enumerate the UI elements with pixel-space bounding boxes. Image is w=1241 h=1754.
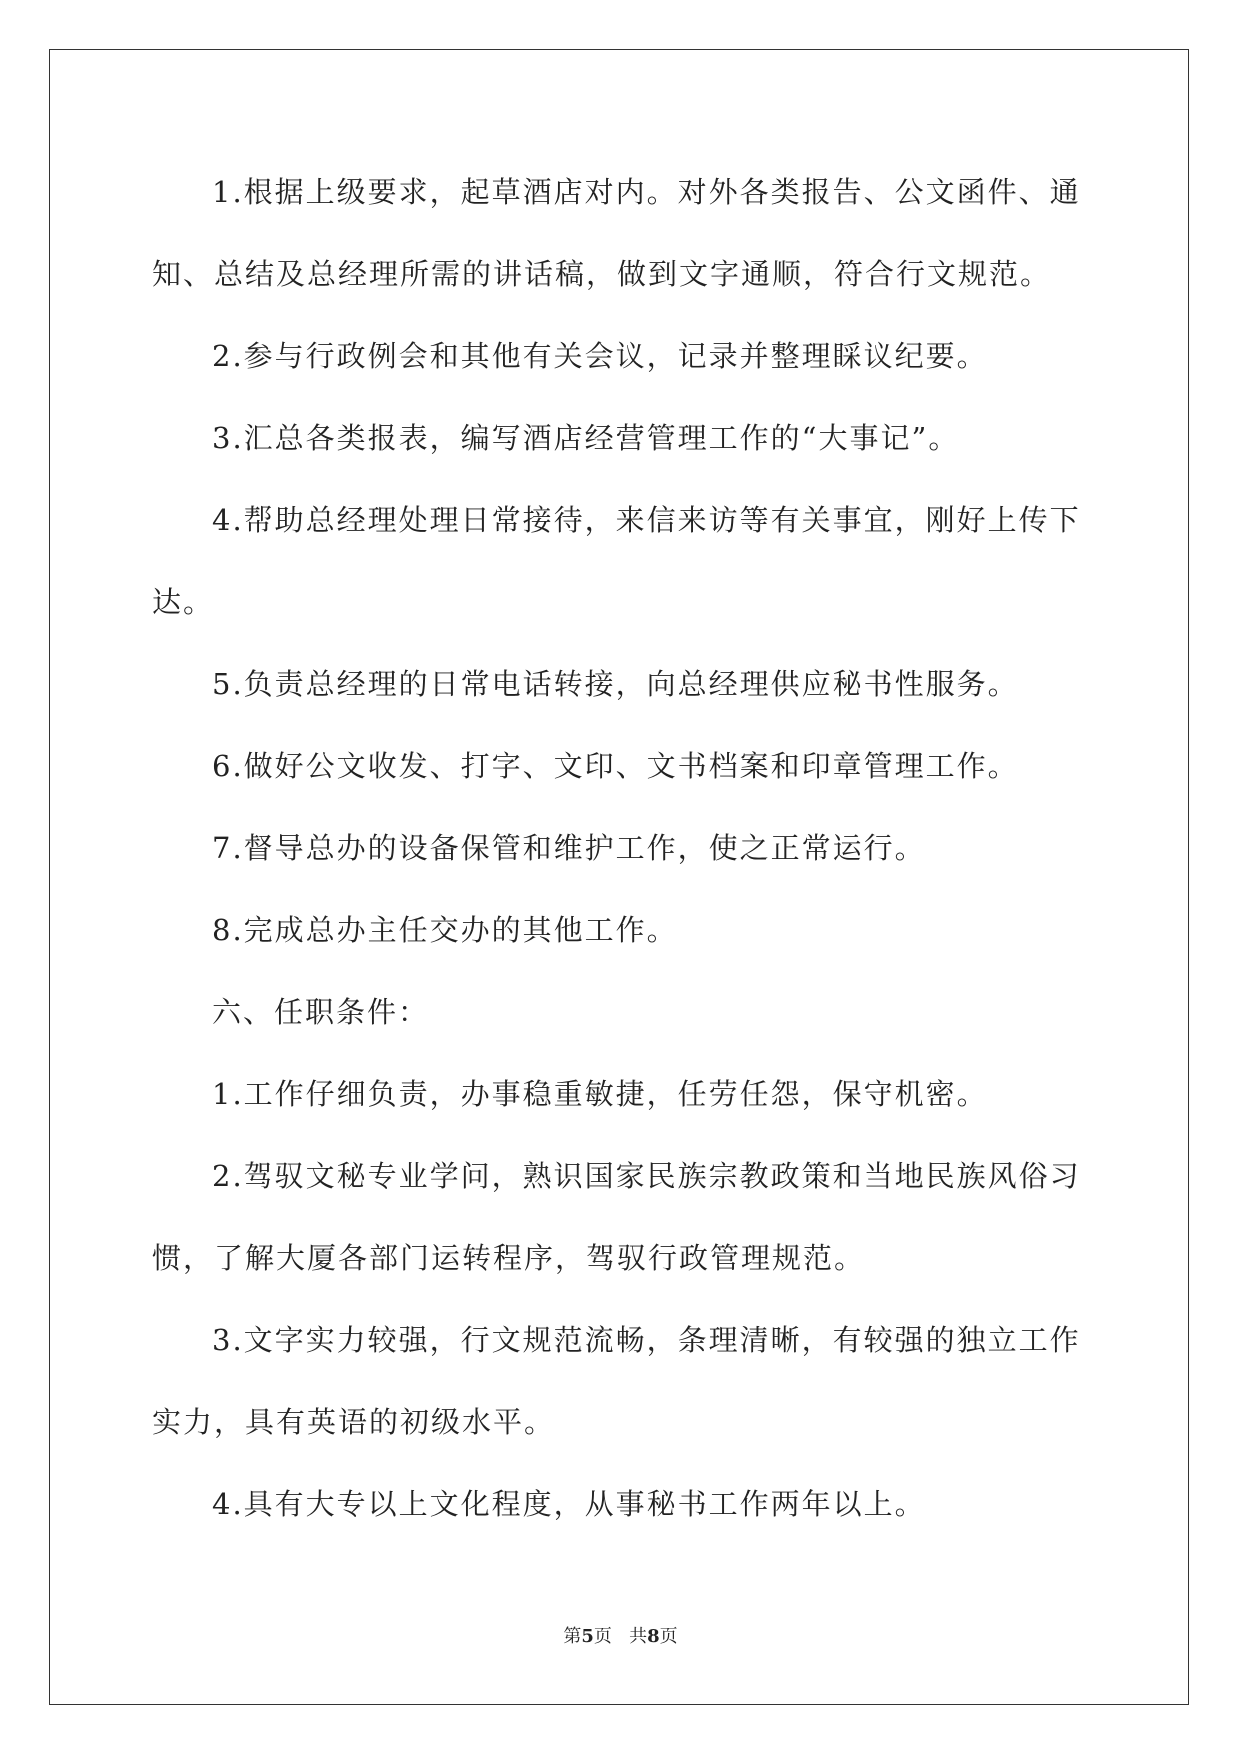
text-line: 4.具有大专以上文化程度，从事秘书工作两年以上。	[212, 1487, 926, 1521]
text-line: 2.驾驭文秘专业学问，熟识国家民族宗教政策和当地民族风俗习	[212, 1159, 1081, 1193]
text-line: 5.负责总经理的日常电话转接，向总经理供应秘书性服务。	[212, 667, 1019, 701]
total-pages: 8	[647, 1626, 660, 1647]
text-line: 达。	[152, 585, 215, 619]
text-line: 6.做好公文收发、打字、文印、文书档案和印章管理工作。	[212, 749, 1019, 783]
text-line: 实力，具有英语的初级水平。	[152, 1405, 556, 1439]
text-line: 3.汇总各类报表，编写酒店经营管理工作的“大事记”。	[212, 421, 960, 455]
page-number: 5	[581, 1626, 594, 1647]
page-suffix: 页	[593, 1626, 612, 1647]
text-line: 1.工作仔细负责，办事稳重敏捷，任劳任怨，保守机密。	[212, 1077, 988, 1111]
text-line: 六、任职条件：	[212, 995, 430, 1029]
text-line: 3.文字实力较强，行文规范流畅，条理清晰，有较强的独立工作	[212, 1323, 1081, 1357]
document-body	[152, 158, 1092, 1552]
text-line: 惯，了解大厦各部门运转程序，驾驭行政管理规范。	[152, 1241, 866, 1275]
text-line: 2.参与行政例会和其他有关会议，记录并整理睬议纪要。	[212, 339, 988, 373]
total-prefix: 共	[629, 1626, 648, 1647]
text-line: 8.完成总办主任交办的其他工作。	[212, 913, 678, 947]
text-line: 知、总结及总经理所需的讲话稿，做到文字通顺，符合行文规范。	[152, 257, 1052, 291]
page-footer	[0, 1622, 1241, 1648]
text-line: 7.督导总办的设备保管和维护工作，使之正常运行。	[212, 831, 926, 865]
text-line: 4.帮助总经理处理日常接待，来信来访等有关事宜，刚好上传下	[212, 503, 1081, 537]
page-prefix: 第	[563, 1626, 582, 1647]
text-line: 1.根据上级要求，起草酒店对内。对外各类报告、公文函件、通	[212, 175, 1081, 209]
total-suffix: 页	[659, 1626, 678, 1647]
